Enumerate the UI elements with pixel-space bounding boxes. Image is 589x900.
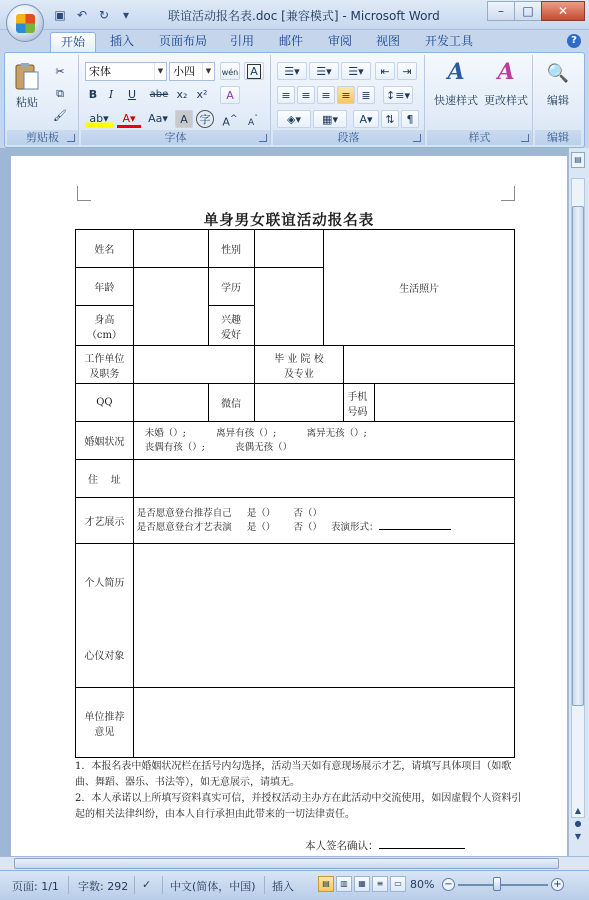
clear-formatting-button[interactable]: A — [220, 86, 240, 104]
zoom-in-icon[interactable]: + — [551, 878, 564, 891]
zoom-slider-track[interactable] — [458, 884, 548, 886]
styles-launcher-icon[interactable] — [521, 134, 529, 142]
font-color-button[interactable]: A▾ — [117, 110, 141, 128]
signature-line — [305, 838, 465, 853]
strikethrough-button[interactable]: abe — [149, 89, 169, 100]
school-label: 毕 业 院 校 及专业 — [254, 346, 344, 384]
paragraph-launcher-icon[interactable] — [413, 134, 421, 142]
font-name-value: 宋体 — [89, 65, 111, 78]
view-ruler-icon[interactable]: ▤ — [571, 152, 585, 168]
language-status[interactable]: 中文(简体，中国) — [170, 880, 256, 893]
note-item: 1．本报名表中婚姻状况栏在括号内勾选择，活动当天如有意现场展示才艺，请填写具体项目（如歌曲、舞蹈、器乐、书法等），如无意展示，请填无。 — [75, 761, 512, 788]
help-icon[interactable]: ? — [567, 34, 581, 48]
numbering-icon: ☰ — [316, 65, 327, 78]
sort-icon[interactable]: ⇅ — [381, 110, 399, 128]
align-center-icon[interactable]: ≡ — [297, 86, 315, 104]
ribbon-tabs — [0, 30, 589, 52]
tab-review[interactable]: 审阅 — [328, 34, 353, 48]
increase-indent-icon[interactable]: ⇥ — [397, 62, 417, 80]
ribbon — [4, 52, 585, 148]
window-title: 联谊活动报名表.doc [兼容模式] - Microsoft Word — [168, 9, 440, 23]
previous-page-icon[interactable]: ▲ — [574, 806, 582, 815]
tab-developer[interactable]: 开发工具 — [425, 34, 474, 48]
age-height-cell[interactable] — [133, 268, 208, 346]
print-layout-icon[interactable]: ▤ — [318, 876, 334, 892]
bullets-button[interactable]: ☰▾ — [277, 62, 307, 80]
tab-mailings[interactable]: 邮件 — [279, 34, 304, 48]
change-case-button[interactable]: Aa▾ — [148, 112, 168, 125]
marital-label: 婚姻状况 — [76, 422, 134, 460]
styles-group — [427, 55, 533, 145]
education-label: 学历 — [208, 268, 254, 306]
wen-button[interactable]: wén — [220, 62, 240, 80]
clipboard-group-label: 剪贴板 — [7, 130, 78, 145]
font-group-label: 字体 — [81, 130, 270, 145]
name-label: 姓名 — [76, 230, 134, 268]
school-cell[interactable] — [344, 346, 515, 384]
document-page[interactable] — [11, 156, 567, 856]
italic-button[interactable]: I — [108, 88, 114, 101]
cut-icon[interactable]: ✂ — [55, 65, 65, 78]
performance-type-blank[interactable] — [379, 521, 451, 530]
office-button[interactable] — [6, 4, 44, 42]
recommend-cell[interactable] — [133, 688, 514, 758]
talent-options-line: 是否愿意登台才艺表演 是（） 否（） 表演形式： — [136, 521, 379, 533]
font-group — [81, 55, 271, 145]
talent-options-line: 是否愿意登台推荐自己 是（） 否（） — [136, 507, 322, 519]
tab-page-layout[interactable]: 页面布局 — [159, 34, 208, 48]
redo-icon[interactable]: ↻ — [98, 8, 110, 22]
shading-button[interactable]: ◈▾ — [277, 110, 311, 128]
change-styles-icon: A — [497, 59, 515, 85]
line-spacing-button[interactable]: ↕≡▾ — [383, 86, 413, 104]
grow-font-button[interactable]: A^ — [222, 113, 238, 129]
crop-mark — [501, 186, 515, 200]
crop-mark — [501, 200, 515, 201]
document-title: 单身男女联谊活动报名表 — [203, 212, 375, 229]
outline-icon[interactable]: ≡ — [372, 876, 388, 892]
horizontal-scrollbar[interactable] — [0, 856, 589, 870]
resume-ideal-label-cell — [76, 544, 134, 688]
chevron-down-icon: ▼ — [202, 63, 214, 80]
clipboard-group — [7, 55, 79, 145]
numbering-button[interactable]: ☰▾ — [309, 62, 339, 80]
font-size-value: 小四 — [173, 65, 195, 78]
font-launcher-icon[interactable] — [259, 134, 267, 142]
zoom-level[interactable]: 80% — [410, 878, 435, 891]
borders-icon: ▦ — [322, 113, 333, 126]
shrink-font-button[interactable]: $A^ˇ$ — [248, 114, 258, 128]
paragraph-group-label: 段落 — [273, 130, 424, 145]
recommend-label: 单位推荐 意见 — [76, 688, 134, 758]
web-layout-icon[interactable]: ▦ — [354, 876, 370, 892]
qq-cell[interactable] — [133, 384, 208, 422]
char-border-button[interactable]: A — [244, 62, 264, 80]
registration-form-table — [75, 229, 515, 758]
char-shading-button[interactable]: A — [175, 110, 193, 128]
tab-view[interactable]: 视图 — [376, 34, 401, 48]
decrease-indent-icon[interactable]: ⇤ — [375, 62, 395, 80]
hobby-label: 兴趣 爱好 — [208, 306, 254, 346]
phone-cell[interactable] — [375, 384, 515, 422]
distributed-icon[interactable]: ≣ — [357, 86, 375, 104]
close-button[interactable]: ✕ — [541, 1, 585, 21]
work-cell[interactable] — [133, 346, 254, 384]
signature-label: 本人签名确认： — [305, 840, 379, 852]
paste-button[interactable]: 粘贴 — [11, 61, 43, 110]
qq-label: QQ — [76, 384, 134, 422]
tab-references[interactable]: 引用 — [230, 34, 255, 48]
crop-mark — [77, 186, 91, 200]
superscript-button[interactable]: x² — [196, 88, 208, 101]
font-size-combo[interactable] — [169, 62, 215, 81]
line-spacing-icon: ↕≡ — [386, 89, 405, 102]
name-cell[interactable] — [133, 230, 208, 268]
age-label: 年龄 — [76, 268, 134, 306]
change-styles-button[interactable]: A 更改样式 — [484, 59, 528, 107]
save-icon[interactable]: ▣ — [54, 8, 66, 22]
align-left-icon[interactable]: ≡ — [277, 86, 295, 104]
paint-bucket-icon: ◈ — [287, 113, 296, 126]
insert-mode[interactable]: 插入 — [272, 880, 294, 893]
address-cell[interactable] — [133, 460, 514, 498]
resume-ideal-cell[interactable] — [133, 544, 514, 688]
talent-label: 才艺展示 — [76, 498, 134, 544]
multilevel-list-button[interactable]: ☰▾ — [341, 62, 371, 80]
editing-group — [535, 55, 581, 145]
customize-qat-icon[interactable]: ▾ — [122, 8, 130, 22]
wechat-cell[interactable] — [254, 384, 344, 422]
paste-icon — [13, 61, 41, 91]
crop-mark — [77, 200, 91, 201]
phone-label: 手机 号码 — [344, 384, 375, 422]
styles-group-label: 样式 — [427, 130, 532, 145]
wechat-label: 微信 — [208, 384, 254, 422]
quick-access-toolbar — [52, 7, 134, 23]
highlight-button[interactable]: ab▾ — [85, 110, 113, 128]
editing-button[interactable]: 🔍 编辑 — [539, 59, 577, 108]
title-bar — [0, 0, 589, 30]
enclose-char-button[interactable]: 字 — [196, 110, 214, 128]
justify-icon[interactable]: ≡ — [337, 86, 355, 104]
bold-button[interactable]: B — [88, 88, 98, 101]
font-name-combo[interactable] — [85, 62, 167, 81]
marital-options-line: 丧偶有孩（）; 丧偶无孩（） — [144, 441, 293, 453]
photo-cell[interactable] — [324, 230, 515, 346]
word-count[interactable]: 字数: 292 — [78, 880, 129, 893]
notes — [75, 759, 530, 823]
align-right-icon[interactable]: ≡ — [317, 86, 335, 104]
education-hobby-cell[interactable] — [254, 268, 324, 346]
multilevel-list-icon: ☰ — [348, 65, 359, 78]
page-count[interactable]: 页面: 1/1 — [12, 880, 59, 893]
work-label: 工作单位 及职务 — [76, 346, 134, 384]
clipboard-launcher-icon[interactable] — [67, 134, 75, 142]
height-label: 身高 （cm） — [76, 306, 134, 346]
proofing-icon[interactable]: ✓ — [142, 878, 152, 891]
minimize-button[interactable]: – — [487, 1, 515, 21]
gender-label: 性别 — [208, 230, 254, 268]
office-logo-icon — [16, 14, 35, 33]
tab-insert[interactable]: 插入 — [110, 34, 135, 48]
maximize-button[interactable]: □ — [514, 1, 542, 21]
marital-options-line: 未婚（）; 离异有孩（）; 离异无孩（）; — [144, 427, 367, 439]
note-item: 2．本人承诺以上所填写资料真实可信，并授权活动主办方在此活动中交流使用，如因虚假个人资料引起的相关法律纠纷，由本人自行承担由此带来的一切法律责任。 — [75, 793, 522, 820]
show-marks-icon[interactable]: ¶ — [401, 110, 419, 128]
chinese-layout-button[interactable]: A▾ — [353, 110, 379, 128]
full-screen-reading-icon[interactable]: ▥ — [336, 876, 352, 892]
draft-icon[interactable]: ▭ — [390, 876, 406, 892]
horizontal-scroll-thumb[interactable] — [14, 858, 559, 869]
address-label: 住 址 — [76, 460, 134, 498]
status-bar — [0, 870, 589, 900]
next-page-icon[interactable]: ▼ — [574, 832, 582, 841]
zoom-out-icon[interactable]: − — [442, 878, 455, 891]
photo-label: 生活照片 — [399, 284, 440, 295]
bullets-icon: ☰ — [284, 65, 295, 78]
zoom-slider-knob[interactable] — [493, 877, 501, 891]
quick-styles-button[interactable]: A 快速样式 — [434, 59, 478, 107]
select-browse-object-icon[interactable]: ● — [574, 819, 582, 828]
quick-styles-icon: A — [447, 59, 465, 85]
copy-icon[interactable]: ⧉ — [56, 87, 64, 100]
tab-home[interactable]: 开始 — [50, 32, 96, 52]
editing-group-label: 编辑 — [535, 130, 581, 145]
vertical-scroll-thumb[interactable] — [572, 206, 584, 706]
resume-label: 个人简历 — [84, 578, 125, 589]
signature-blank[interactable] — [379, 839, 465, 849]
paragraph-group — [273, 55, 425, 145]
underline-button[interactable]: U — [127, 88, 137, 101]
subscript-button[interactable]: x₂ — [176, 88, 188, 101]
undo-icon[interactable]: ↶ — [76, 8, 88, 22]
gender-cell[interactable] — [254, 230, 324, 268]
chinese-layout-icon: A — [359, 113, 367, 126]
talent-options-cell[interactable] — [133, 498, 514, 544]
borders-button[interactable]: ▦▾ — [313, 110, 347, 128]
format-painter-icon[interactable]: 🖌 — [53, 109, 67, 122]
find-icon: 🔍 — [546, 63, 570, 84]
chevron-down-icon: ▼ — [154, 63, 166, 80]
marital-options-cell[interactable] — [133, 422, 514, 460]
ideal-partner-label: 心仪对象 — [84, 651, 125, 662]
